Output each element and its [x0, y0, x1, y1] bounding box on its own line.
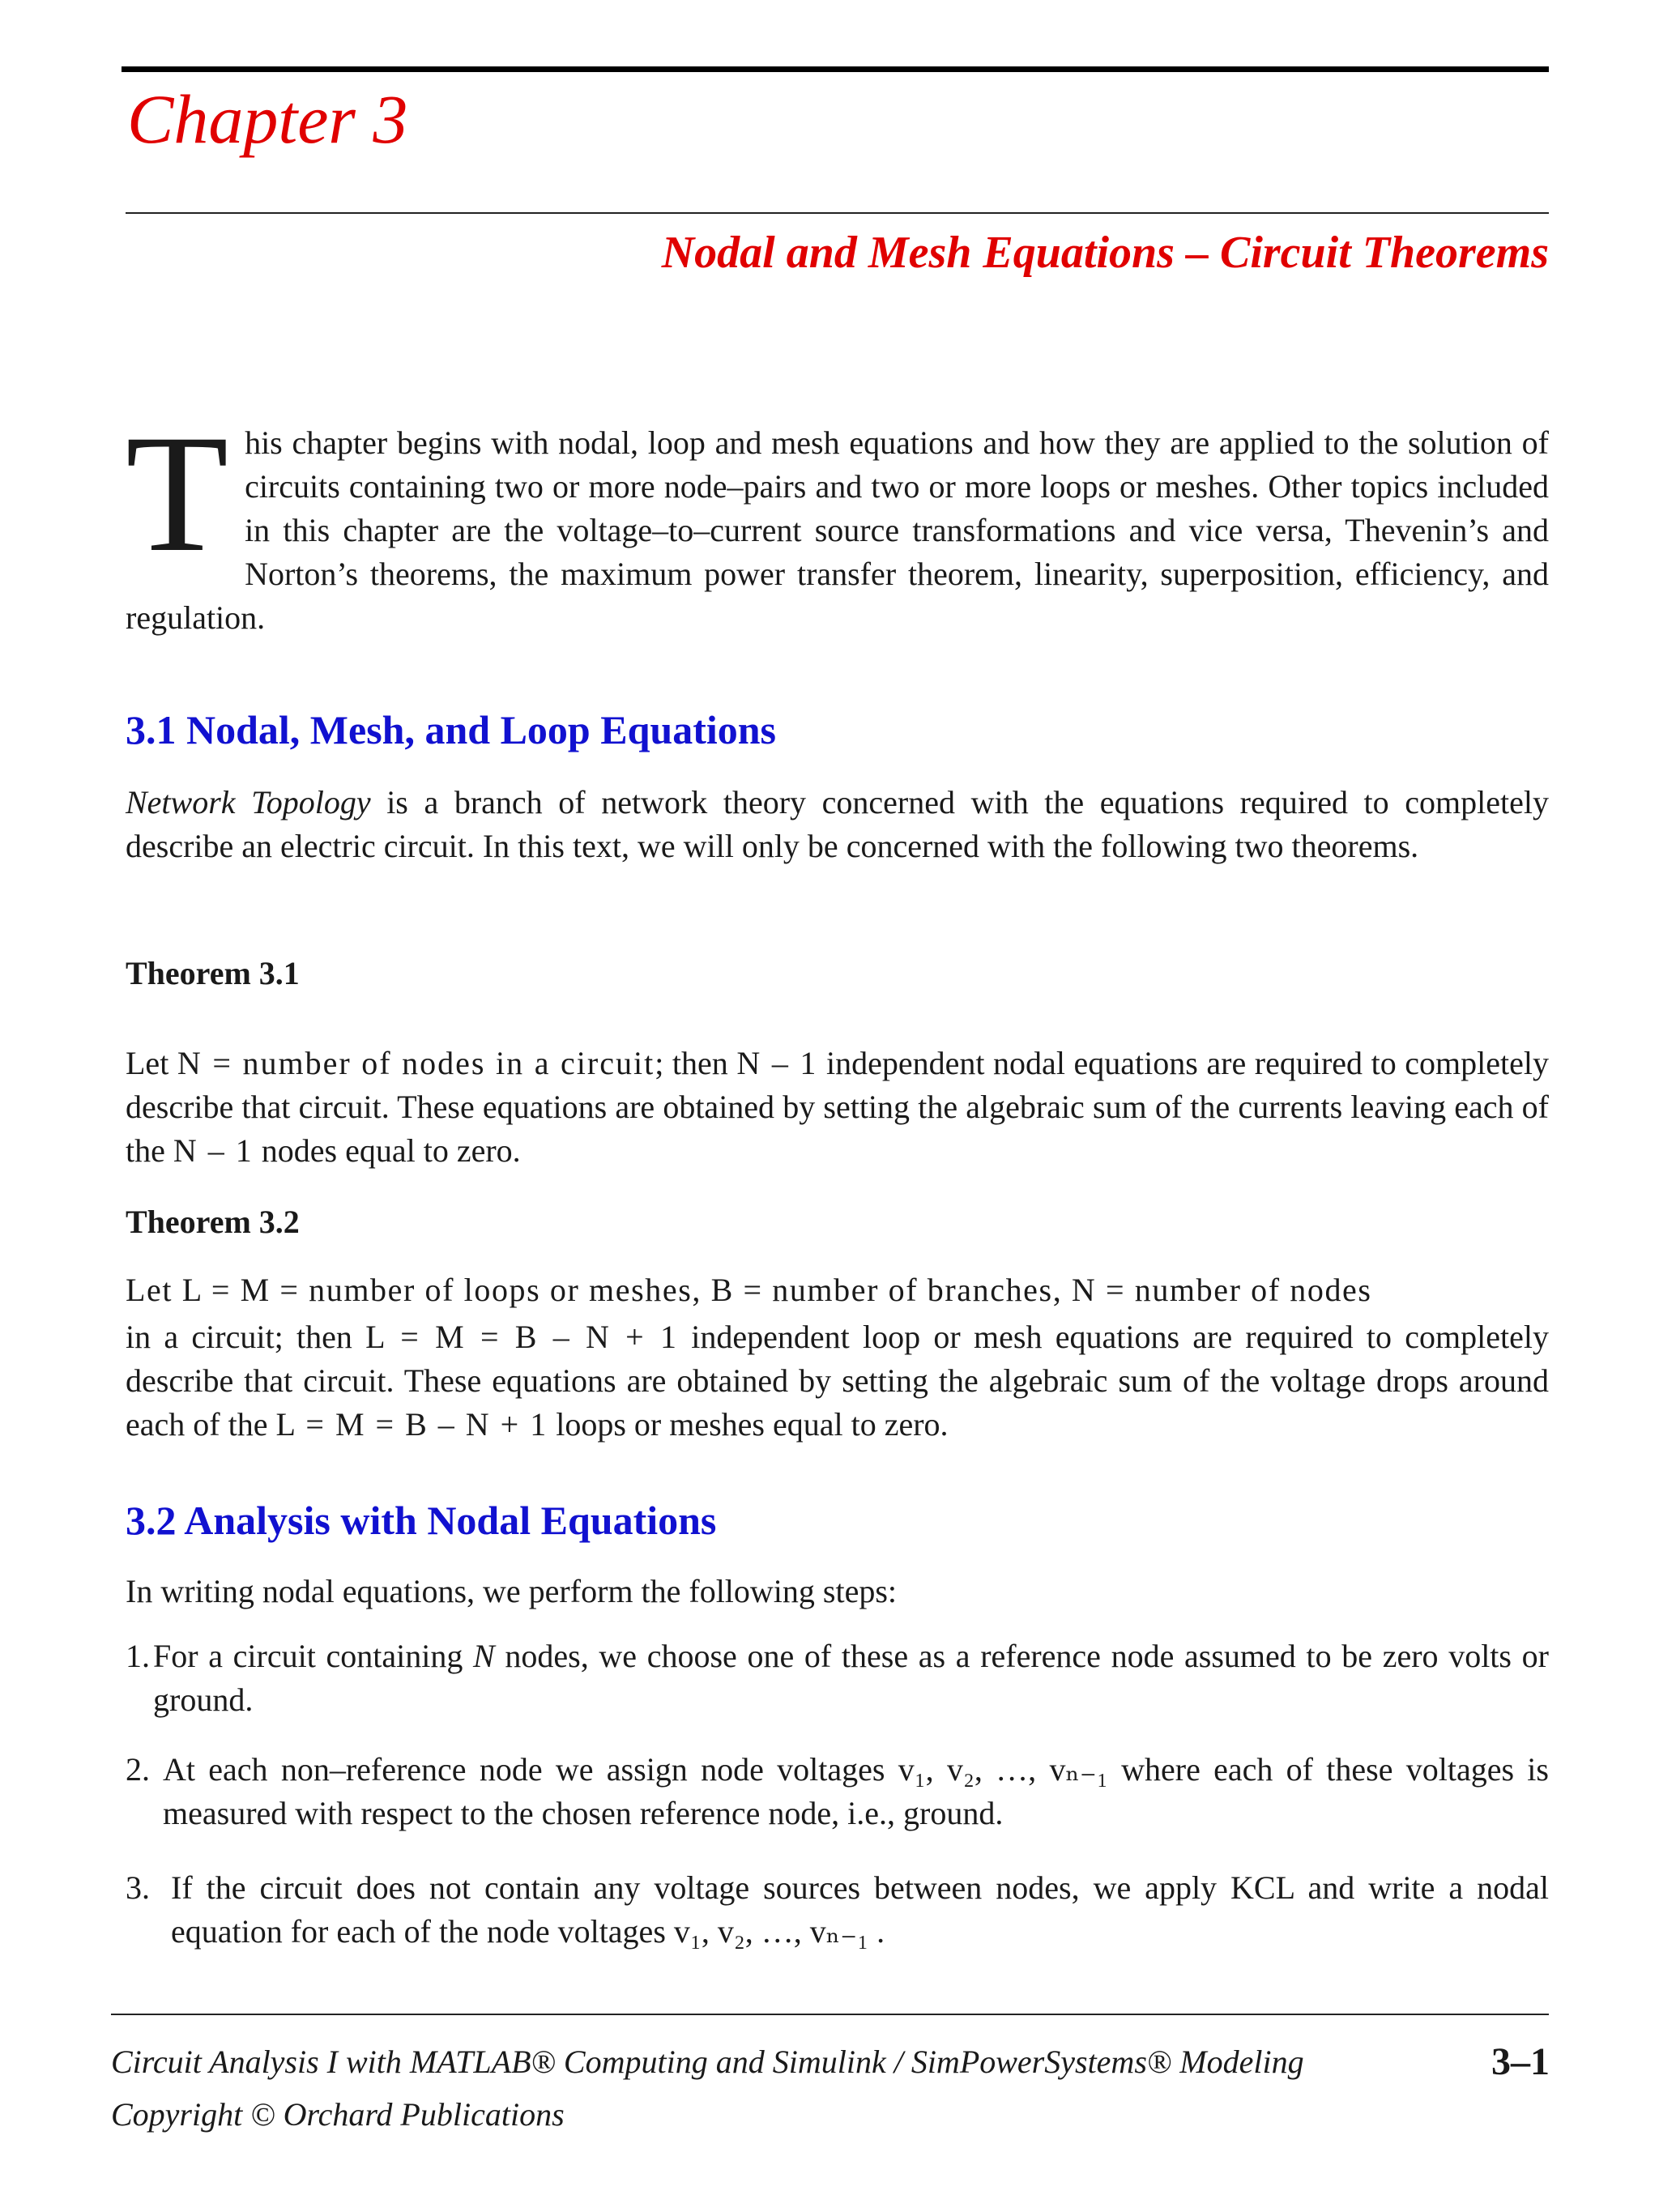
- step-expr: v₁, v₂, …, vₙ₋₁: [673, 1913, 869, 1950]
- theorem-3-1-part: ; then: [655, 1045, 737, 1081]
- chapter-subtitle: Nodal and Mesh Equations – Circuit Theorems: [661, 228, 1549, 278]
- theorem-3-1-expr: N – 1: [736, 1045, 818, 1081]
- theorem-3-2-part: in a circuit; then: [126, 1319, 366, 1355]
- step-text: For a circuit containing: [153, 1638, 474, 1674]
- step-italic: N: [473, 1638, 495, 1674]
- step-3: [126, 1866, 1549, 1954]
- theorem-3-2-title: Theorem 3.2: [126, 1204, 300, 1240]
- topology-term: Network Topology: [126, 784, 371, 820]
- step-2: [126, 1748, 1549, 1835]
- footer-copyright: Copyright © Orchard Publications: [111, 2096, 565, 2133]
- step-text: .: [868, 1913, 885, 1950]
- step-text: where each of these voltages is measured with respect to the chosen reference node, i.e., ground.: [163, 1751, 1549, 1831]
- step-text: nodes, we choose one of these as a reference node assumed to be zero volts or ground.: [153, 1638, 1549, 1718]
- step-number: 3.: [126, 1869, 150, 1906]
- section-heading-3-1: 3.1 Nodal, Mesh, and Loop Equations: [126, 707, 777, 752]
- nodal-intro: In writing nodal equations, we perform the following steps:: [126, 1573, 898, 1609]
- theorem-3-1-part: Let: [126, 1045, 177, 1081]
- step-text: If the circuit does not contain any voltage sources between nodes, we apply KCL and write a nodal equation for each of the node voltages: [171, 1869, 1549, 1950]
- theorem-3-1-part: nodes equal to zero.: [253, 1132, 521, 1169]
- theorem-3-1-expr: N – 1: [173, 1132, 254, 1169]
- theorem-3-2-line1: Let L = M = number of loops or meshes, B = number of branches, N = number of nodes: [126, 1272, 1372, 1308]
- theorem-3-2-part: independent loop or mesh equations are required to completely describe that circuit. These equations are obtained by setting the algebraic sum of the voltage drops around each of the: [126, 1319, 1550, 1443]
- footer-rule: [111, 2014, 1549, 2015]
- step-number: 1.: [126, 1638, 150, 1674]
- theorem-3-1-expr: N = number of nodes in a circuit: [177, 1045, 655, 1081]
- header-rule-thick: [122, 66, 1549, 72]
- section-heading-3-2: 3.2 Analysis with Nodal Equations: [126, 1498, 717, 1543]
- topology-text: is a branch of network theory concerned with the equations required to completely describe an electric circuit. In this text, we will only be concerned with the following two theorems.: [126, 784, 1549, 864]
- page-number: 3–1: [1491, 2040, 1550, 2083]
- chapter-title: Chapter 3: [127, 80, 408, 158]
- step-1: [126, 1634, 1549, 1722]
- theorem-3-1-text: [126, 1042, 1549, 1173]
- theorem-3-2-expr: L = M = B – N + 1: [365, 1319, 679, 1355]
- drop-cap: T: [126, 400, 229, 586]
- step-number: 2.: [126, 1751, 150, 1788]
- theorem-3-2-expr: L = M = B – N + 1: [275, 1406, 548, 1443]
- theorem-3-2-text: [126, 1315, 1549, 1447]
- intro-text: his chapter begins with nodal, loop and mesh equations and how they are applied to the solution of circuits containing two or more node–pairs and two or more loops or meshes. Other topics included in this chapter are the voltage–to–current source transformations and vice versa, Thevenin’s and Norton’s theorems, the maximum power transfer theorem, linearity, superposition, efficiency, and regulation.: [126, 424, 1549, 636]
- theorem-3-1-part: independent nodal equations are required to completely describe that circuit. These equations are obtained by setting the algebraic sum of the currents leaving each of the: [126, 1045, 1550, 1169]
- topology-paragraph: [126, 781, 1549, 868]
- header-rule-thin: [126, 212, 1549, 214]
- step-expr: v₁, v₂, …, vₙ₋₁: [898, 1751, 1108, 1788]
- theorem-3-2-part: loops or meshes equal to zero.: [548, 1406, 949, 1443]
- theorem-3-1-title: Theorem 3.1: [126, 955, 300, 991]
- footer-book-title: Circuit Analysis I with MATLAB® Computing and Simulink / SimPowerSystems® Modeling: [111, 2044, 1304, 2080]
- intro-paragraph: [126, 400, 1549, 640]
- step-text: At each non–reference node we assign node voltages: [163, 1751, 898, 1788]
